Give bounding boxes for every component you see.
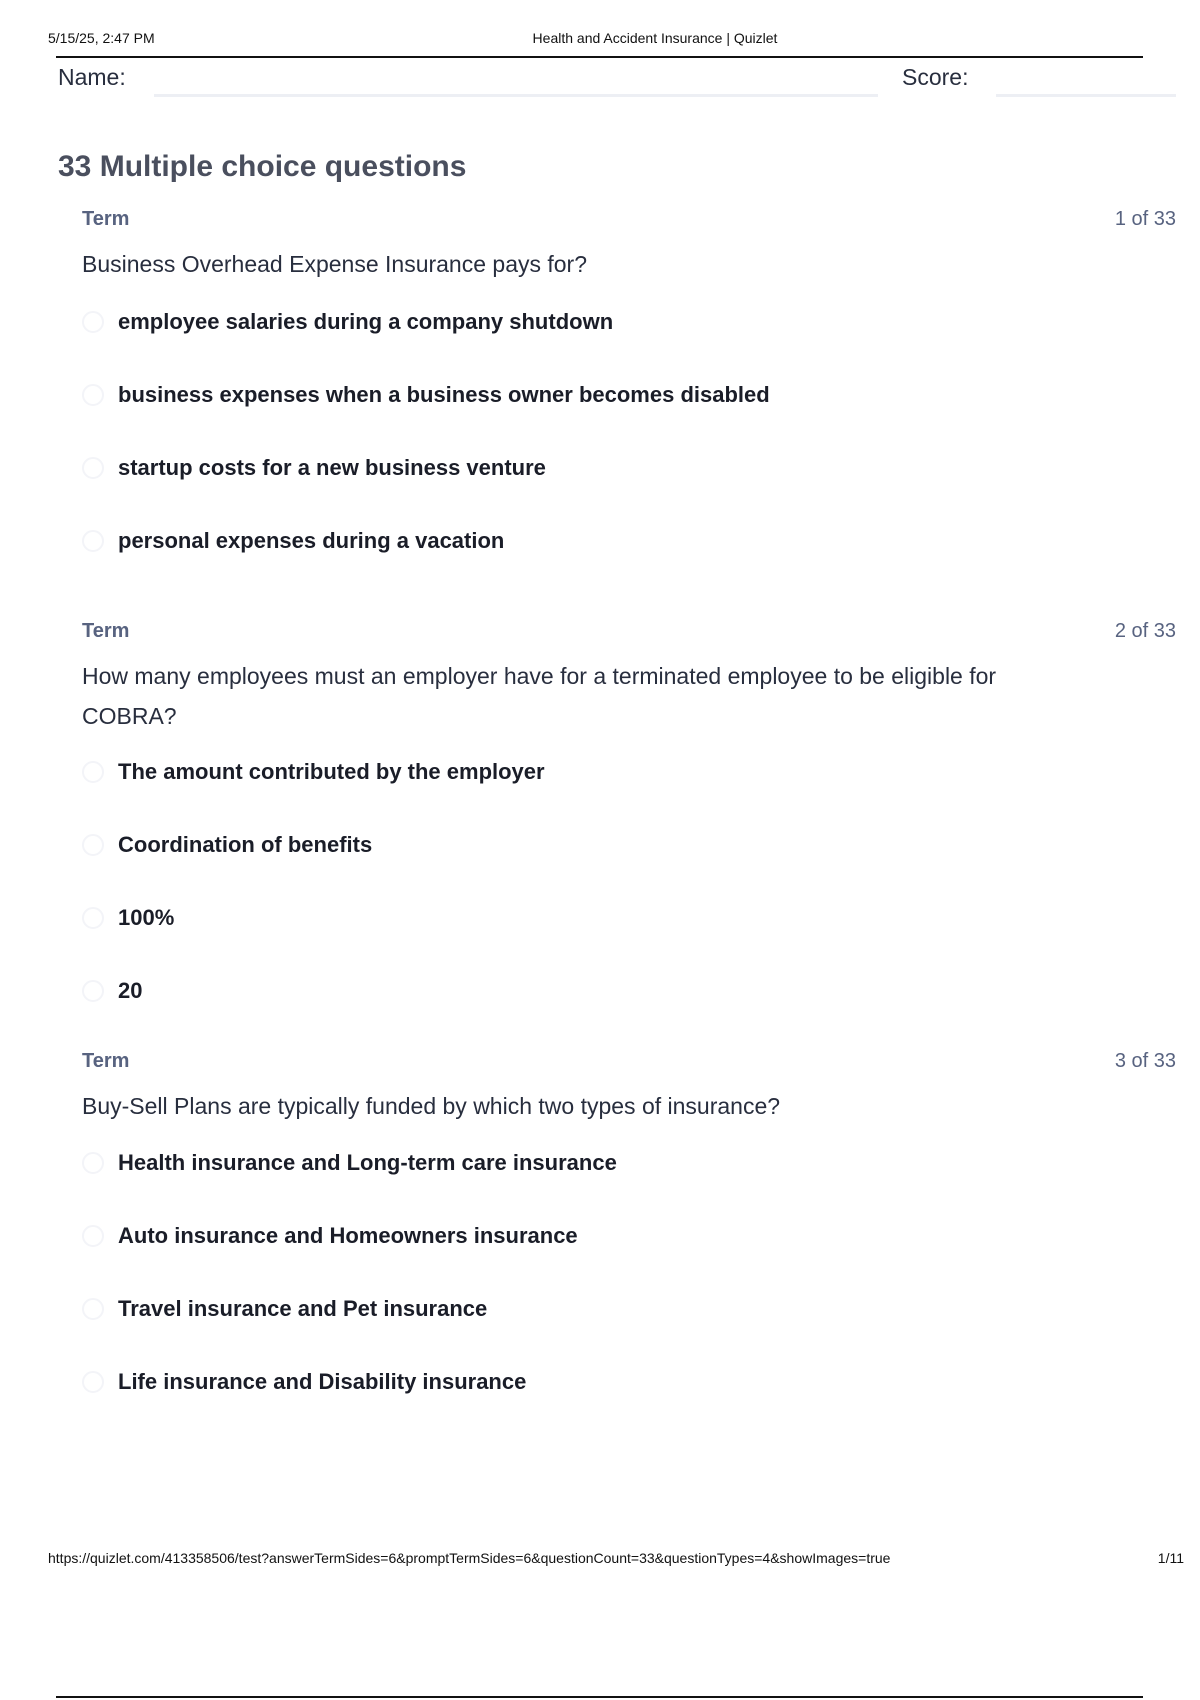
answer-option-label: Travel insurance and Pet insurance xyxy=(118,1296,488,1321)
footer-divider xyxy=(56,1696,1143,1698)
answer-option-label: personal expenses during a vacation xyxy=(118,528,505,553)
term-label: Term xyxy=(82,620,130,642)
question-counter: 3 of 33 xyxy=(1114,1050,1176,1072)
question-counter: 1 of 33 xyxy=(1114,208,1176,230)
score-field[interactable] xyxy=(996,94,1176,97)
answer-option[interactable] xyxy=(82,1216,578,1256)
radio-icon[interactable] xyxy=(82,1298,104,1320)
radio-icon[interactable] xyxy=(82,1152,104,1174)
answer-option-label: employee salaries during a company shutdown xyxy=(118,309,614,334)
answer-option-label: business expenses when a business owner becomes disabled xyxy=(118,382,770,407)
question-counter: 2 of 33 xyxy=(1114,620,1176,642)
question-prompt: Buy-Sell Plans are typically funded by which two types of insurance? xyxy=(82,1093,781,1119)
answer-option-label: The amount contributed by the employer xyxy=(118,759,545,784)
radio-icon[interactable] xyxy=(82,384,104,406)
radio-icon[interactable] xyxy=(82,1225,104,1247)
answer-option-label: startup costs for a new business venture xyxy=(118,455,546,480)
answer-option[interactable] xyxy=(82,1289,487,1329)
answer-option[interactable] xyxy=(82,521,504,561)
radio-icon[interactable] xyxy=(82,907,104,929)
radio-icon[interactable] xyxy=(82,1371,104,1393)
answer-option[interactable] xyxy=(82,448,546,488)
answer-option[interactable] xyxy=(82,971,142,1011)
header-divider xyxy=(56,56,1143,58)
answer-option[interactable] xyxy=(82,752,545,792)
answer-option[interactable] xyxy=(82,1143,617,1183)
answer-option[interactable] xyxy=(82,1362,526,1402)
term-label: Term xyxy=(82,208,130,230)
answer-option-label: 20 xyxy=(118,978,143,1003)
term-label: Term xyxy=(82,1050,130,1072)
answer-option-label: Life insurance and Disability insurance xyxy=(118,1369,527,1394)
answer-option-label: Health insurance and Long-term care insurance xyxy=(118,1150,617,1175)
radio-icon[interactable] xyxy=(82,761,104,783)
radio-icon[interactable] xyxy=(82,457,104,479)
score-label: Score: xyxy=(902,64,969,90)
name-field[interactable] xyxy=(154,94,878,97)
print-date: 5/15/25, 2:47 PM xyxy=(48,30,155,46)
answer-option-label: Coordination of benefits xyxy=(118,832,373,857)
question-prompt: How many employees must an employer have for a terminated employee to be eligible for COBRA? xyxy=(82,663,997,729)
question-prompt: Business Overhead Expense Insurance pays for? xyxy=(82,251,588,277)
radio-icon[interactable] xyxy=(82,530,104,552)
page-number: 1/11 xyxy=(1157,1550,1184,1566)
radio-icon[interactable] xyxy=(82,311,104,333)
answer-option[interactable] xyxy=(82,375,770,415)
section-title: 33 Multiple choice questions xyxy=(58,150,467,183)
print-url: https://quizlet.com/413358506/test?answerTermSides=6&promptTermSides=6&questionCount=33&questionTypes=4&showImages=true xyxy=(48,1550,891,1566)
radio-icon[interactable] xyxy=(82,834,104,856)
print-header xyxy=(48,30,1142,52)
answer-option[interactable] xyxy=(82,825,372,865)
answer-option-label: Auto insurance and Homeowners insurance xyxy=(118,1223,578,1248)
name-label: Name: xyxy=(58,64,126,90)
answer-option[interactable] xyxy=(82,898,174,938)
answer-option[interactable] xyxy=(82,302,613,342)
answer-option-label: 100% xyxy=(118,905,175,930)
radio-icon[interactable] xyxy=(82,980,104,1002)
print-title: Health and Accident Insurance | Quizlet xyxy=(532,30,778,46)
